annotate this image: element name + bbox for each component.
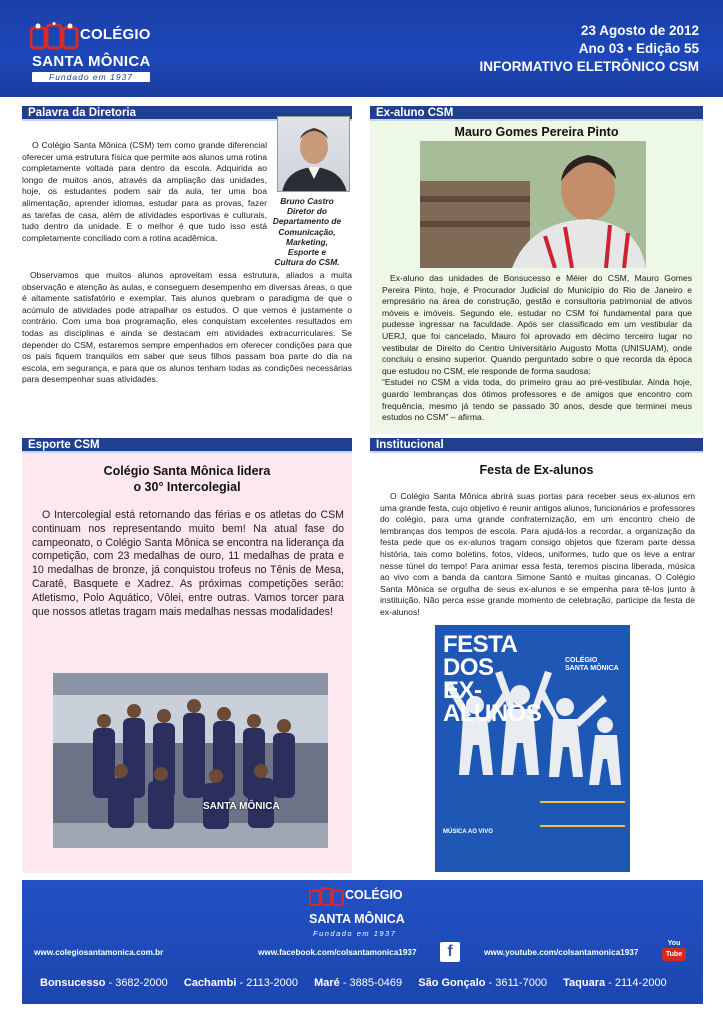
footer-logo-columns-icon [309,886,345,908]
issue-edition: Ano 03 • Edição 55 [578,41,699,56]
unit-phone [314,977,402,989]
unit-number: - 3682-2000 [105,977,168,989]
team-group-photo-icon [53,673,328,848]
logo-colegio-text: COLÉGIO [80,26,151,43]
youtube-icon[interactable] [662,940,686,962]
website-link[interactable]: www.colegiosantamonica.com.br [34,948,164,957]
esporte-headline-line-2: o 30° Intercolegial [133,480,241,494]
person-photo-icon [420,141,646,268]
unit-phone [40,977,168,989]
team-photo [53,673,328,848]
footer-school-logo[interactable] [309,884,419,940]
newsletter-name: INFORMATIVO ELETRÔNICO CSM [479,59,699,74]
institucional-body: O Colégio Santa Mônica abrirá suas portas para receber seus ex-alunos em uma grande festa, cujo objetivo é reunir antigos alunos, funcionários e professores do colégio, para uma grande confraternização, em um encontro cheio de lembranças dos tempos de escola. Para ajudá-los a recordar, a organização da festa pede que os ex-alunos tragam consigo objetos que fizeram parte dessa história, tais como boletins, fotos, vídeos, uniformes, tudo que os leve a entrar nesse túnel do tempo! Para animar essa festa, teremos piscina liberada, música ao vivo com a banda da cantora Simone Santó e muitas gincanas. O Colégio Santa Mônica se orgulha de seus ex-alunos e se empenha para tê-los junto à instituição. Não perca esse grande momento de celebração, participe da festa de ex-alunos! [380,491,695,617]
section-bar-exaluno: Ex-aluno CSM [370,106,703,121]
mauro-photo [420,141,646,268]
unit-phone [563,977,667,989]
unit-name: Taquara [563,977,606,989]
youtube-icon-top: You [667,940,681,947]
poster-logo-line-2: SANTA MÔNICA [565,665,619,672]
institucional-headline: Festa de Ex-alunos [479,463,594,477]
unit-name: Bonsucesso [40,977,106,989]
youtube-link[interactable]: www.youtube.com/colsantamonica1937 [484,948,639,957]
poster-title [443,633,563,725]
logo-fundado-text: Fundado em 1937 [32,72,150,82]
palavra-da-diretoria-section [22,122,352,432]
logo-columns-icon [30,22,80,52]
issue-date: 23 Agosto de 2012 [580,23,699,38]
unit-phones [40,977,700,989]
unit-phone [184,977,298,989]
unit-number: - 2113-2000 [236,977,299,989]
facebook-link[interactable]: www.facebook.com/colsantamonica1937 [258,948,417,957]
ex-aluno-paragraph [382,273,692,424]
esporte-body: O Intercolegial está retornando das férias e os atletas do CSM continuam nos representando muito bem! Na atual fase do campeonato, o Colégio Santa Mônica se encontra na liderança da competição, com 23 medalhas de ouro, 11 medalhas de prata e 10 medalhas de bronze, já conquistou trofeus no Tênis de Mesa, Caratê, Basquete e Xadrez. As próximas competições serão: Atletismo, Polo Aquático, Vôlei, entre outras. Vamos torcer para que nossos atletas tragam mais medalhas nessas modalidades! [32,509,344,618]
palavra-paragraph-1: O Colégio Santa Mônica (CSM) tem como grande diferencial oferecer uma estrutura física que permite aos alunos uma rotina completamente voltada para dentro da escola. Adquirida ao longo de muitos anos, através da ampliação das unidades, hoje, os estudantes podem sair da aula, ter uma boa alimentação, aprender idiomas, estudar para as provas, fazer as tarefas de casa, além de atividades esportivas e culturais, tudo dentro da unidade. E o melhor é que tudo isso está completamente conciliado com a rotina acadêmica. [22,140,267,243]
ex-aluno-body: Ex-aluno das unidades de Bonsucesso e Méier do CSM, Mauro Gomes Pereira Pinto, hoje, é Procurador Judicial do Município do Rio de Janeiro e empresário na área de construção, gestão e consultoria patrimonial de ativos móveis e imóveis. Segundo ele, estudar no CSM foi fundamental para que pudesse ingressar na faculdade. Após ser classificado em um vestibular da UERJ, que foi cancelado, Mauro foi aprovado em décimo terceiro lugar no vestibular de Direito do Centro Universitário Augusto Motta (UNISUAM), onde concluiu o ensino superior. Quando perguntado sobre o que recorda da época que estudou no CSM, ele responde de forma saudosa: [382,273,692,376]
bruno-castro-caption: Bruno Castro Diretor do Departamento de Comunicação, Marketing, Esporte e Cultura do CSM. [272,196,342,268]
footer-logo-colegio: COLÉGIO [345,888,403,902]
institucional-section [370,453,703,878]
poster-title-line-2: EX-ALUNOS [443,677,542,727]
esporte-headline [22,463,352,495]
page-footer [22,880,703,1004]
palavra-paragraph-2: Observamos que muitos alunos aproveitam essa estrutura, aliados a muita observação e atenção às aulas, e conseguem desempenho em diversas áreas, o que é altamente satisfatório e exemplar. Tais alunos quebram o paradigma de que o acúmulo de atividades pode atrapalhar os estudos. O que vemos é justamente o contrário. Com uma boa programação, eles conquistam excelentes resultados em todas as disciplinas e ainda se destacam em atividades extracurriculares. Se depender do CSM, estaremos sempre empenhados em oferecer condições para que os pais fiquem tranquilos em saber que seus filhos passam boa parte do dia na escola, em segurança, e para que os alunos tenham todas as condições necessárias para desempenhar suas atividades. [22,270,352,385]
team-banner-text: SANTA MÔNICA [203,801,280,812]
footer-logo-fundado: Fundado em 1937 [313,929,397,938]
unit-number: - 2114-2000 [605,977,667,989]
poster-musica-ao-vivo: MÚSICA AO VIVO [443,829,493,835]
section-bar-palavra: Palavra da Diretoria [22,106,352,121]
poster-logo-line-1: COLÉGIO [565,657,598,664]
ex-aluno-name: Mauro Gomes Pereira Pinto [454,125,619,139]
facebook-icon[interactable]: f [440,942,460,962]
unit-name: São Gonçalo [418,977,486,989]
edition-info [480,22,700,76]
section-bar-institucional: Institucional [370,438,703,453]
esporte-section [22,453,352,873]
unit-number: - 3611-7000 [485,977,548,989]
footer-logo-santa-monica: SANTA MÔNICA [309,912,405,926]
youtube-icon-bottom: Tube [662,948,686,961]
page-header [0,0,723,97]
unit-number: - 3885-0469 [339,977,403,989]
bruno-castro-photo [277,116,350,192]
poster-title-line-1: FESTA DOS [443,631,517,681]
festa-ex-alunos-poster [435,625,630,872]
poster-logo [565,657,619,673]
unit-name: Cachambi [183,977,237,989]
section-bar-esporte: Esporte CSM [22,438,352,453]
esporte-headline-line-1: Colégio Santa Mônica lidera [103,464,271,478]
unit-phone [418,977,547,989]
ex-aluno-section [370,121,703,434]
logo-santa-monica-text: SANTA MÔNICA [32,53,151,70]
person-portrait-icon [278,117,350,192]
school-logo[interactable] [30,20,160,82]
ex-aluno-quote: “Estudei no CSM a vida toda, do primeiro grau ao pré-vestibular. Ainda hoje, guardo lembranças dos ótimos professores e de amigos que encontro com frequência, mesmo já tendo se passado 30 anos, desde que terminei meus estudos no CSM” – afirma. [382,377,692,423]
unit-name: Maré [314,977,340,989]
